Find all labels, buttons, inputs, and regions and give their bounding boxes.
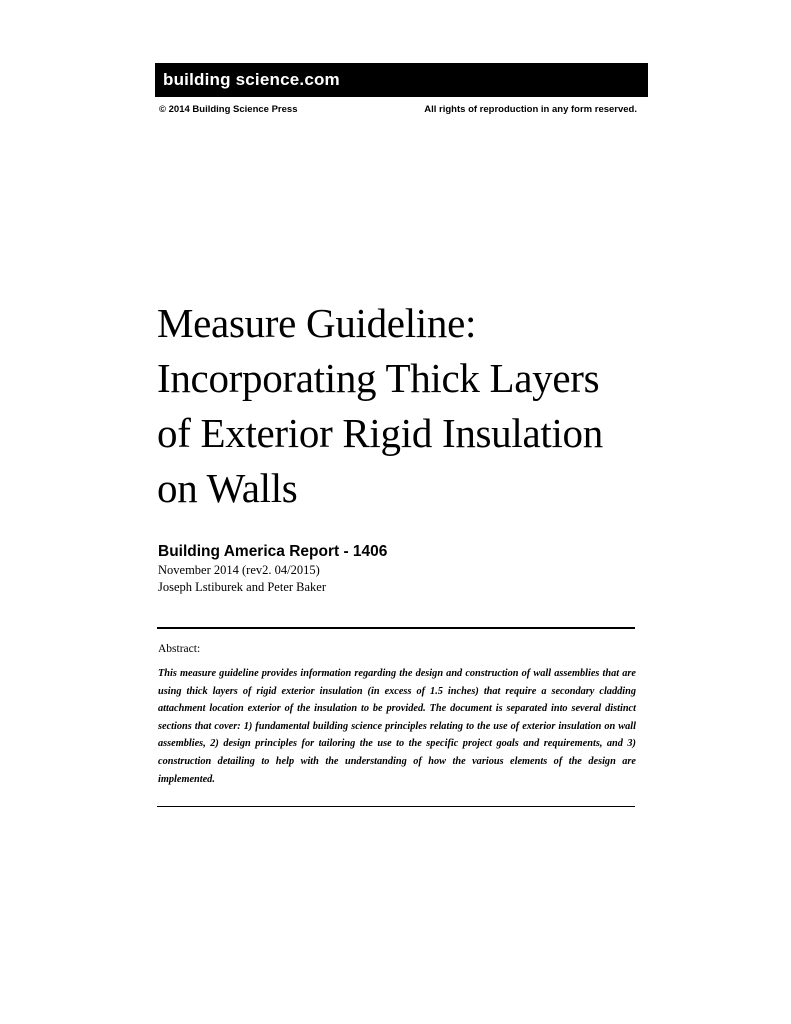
copyright-row bbox=[159, 104, 637, 118]
abstract-label: Abstract: bbox=[158, 643, 201, 655]
divider-bottom bbox=[157, 806, 635, 807]
report-number: Building America Report - 1406 bbox=[158, 543, 388, 560]
report-date: November 2014 (rev2. 04/2015) bbox=[158, 563, 320, 577]
title-line: Measure Guideline: bbox=[157, 300, 477, 346]
brand-logo-text: building science.com bbox=[163, 70, 340, 89]
report-authors: Joseph Lstiburek and Peter Baker bbox=[158, 580, 327, 594]
title-line: of Exterior Rigid Insulation bbox=[157, 410, 603, 456]
rights-notice: All rights of reproduction in any form reserved. bbox=[424, 104, 637, 115]
title-line: Incorporating Thick Layers bbox=[157, 355, 600, 401]
abstract-body: This measure guideline provides information regarding the design and construction of wall assemblies that are using thick layers of rigid exterior insulation (in excess of 1.5 inches) that require a secondary cladding attachment location exterior of the insulation to be provided. The document is separated into several distinct sections that cover: 1) fundamental building science principles relating to the use of exterior insulation on wall assemblies, 2) design principles for tailoring the use to the specific project goals and requirements, and 3) construction detailing to help with the understanding of how the various elements of the design are implemented. bbox=[158, 668, 636, 785]
copyright-notice: © 2014 Building Science Press bbox=[159, 104, 298, 115]
document-title bbox=[157, 296, 717, 516]
title-line: on Walls bbox=[157, 465, 298, 511]
header-bar bbox=[155, 63, 648, 97]
divider-top bbox=[157, 627, 635, 629]
